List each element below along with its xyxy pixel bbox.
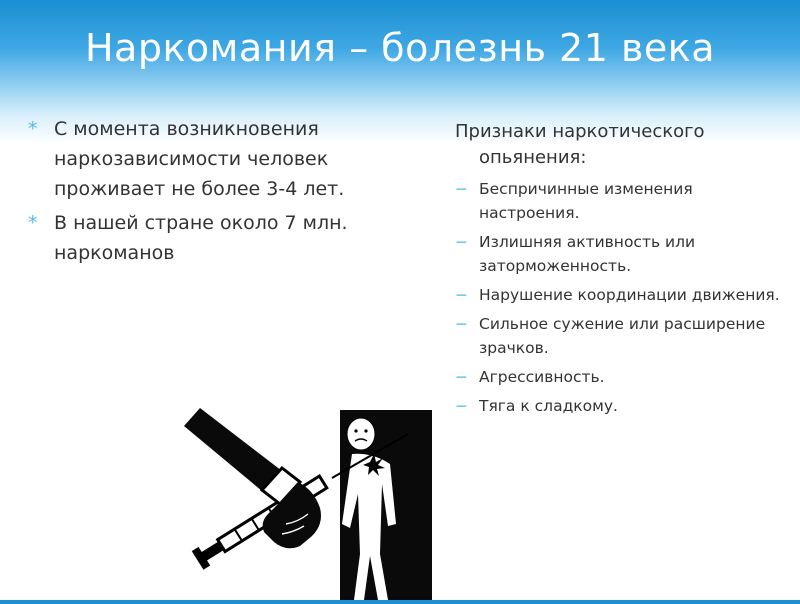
list-item xyxy=(455,230,785,278)
left-bullet-list xyxy=(28,114,368,272)
dash-bullet-icon: − xyxy=(455,397,468,415)
sign-text: Тяга к сладкому. xyxy=(479,397,618,415)
list-item xyxy=(455,394,785,418)
signs-heading: Признаки наркотического опьянения: xyxy=(455,121,705,168)
bullet-text: В нашей стране около 7 млн. наркоманов xyxy=(54,212,348,264)
dash-bullet-icon: − xyxy=(455,315,468,333)
list-item xyxy=(455,177,785,225)
dash-bullet-icon: − xyxy=(455,286,468,304)
right-signs-list xyxy=(455,119,785,423)
sign-text: Излишняя активность или заторможенность. xyxy=(479,233,696,275)
list-item xyxy=(28,114,368,204)
slide-title: Наркомания – болезнь 21 века xyxy=(84,26,715,70)
asterisk-bullet-icon: * xyxy=(28,212,38,234)
asterisk-bullet-icon: * xyxy=(28,118,38,140)
sign-text: Агрессивность. xyxy=(479,368,605,386)
sign-text: Беспричинные изменения настроения. xyxy=(479,180,693,222)
list-item xyxy=(455,365,785,389)
sign-text: Нарушение координации движения. xyxy=(479,286,780,304)
bullet-text: С момента возникновения наркозависимости человек проживает не более 3-4 лет. xyxy=(54,118,345,200)
syringe-injection-illustration xyxy=(182,404,432,600)
sign-text: Сильное сужение или расширение зрачков. xyxy=(479,315,766,357)
dash-bullet-icon: − xyxy=(455,233,468,251)
dash-bullet-icon: − xyxy=(455,368,468,386)
list-item xyxy=(28,208,368,268)
list-item xyxy=(455,312,785,360)
list-item xyxy=(455,283,785,307)
dash-bullet-icon: − xyxy=(455,180,468,198)
